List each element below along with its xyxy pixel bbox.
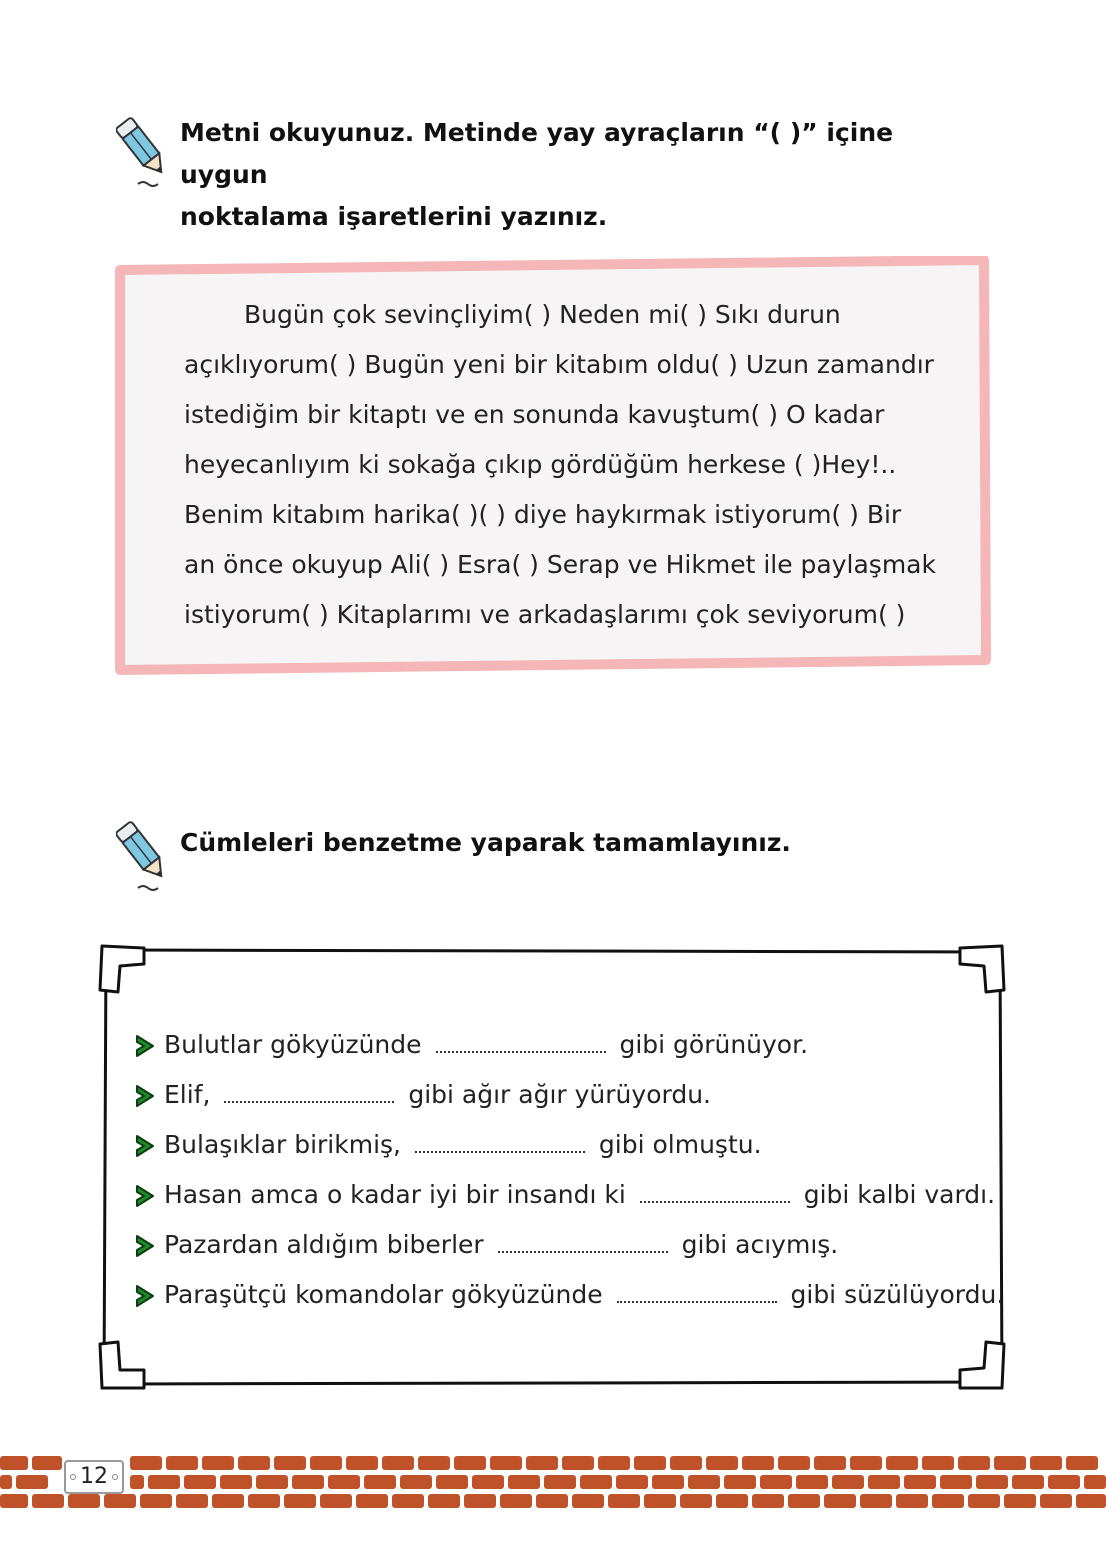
list-item	[134, 1270, 1004, 1320]
list-item	[134, 1170, 1004, 1220]
chevron-right-icon	[134, 1184, 156, 1208]
list-item	[134, 1070, 1004, 1120]
passage-line: Bugün çok sevinçliyim( ) Neden mi( ) Sıkı durun	[244, 300, 841, 329]
page-number	[64, 1460, 124, 1494]
passage-line: istediğim bir kitaptı ve en sonunda kavuştum( ) O kadar	[184, 400, 885, 429]
blank-line[interactable]	[224, 1087, 394, 1103]
blank-line[interactable]	[617, 1287, 777, 1303]
passage-line: an önce okuyup Ali( ) Esra( ) Serap ve Hikmet ile paylaşmak	[184, 550, 936, 579]
chevron-right-icon	[134, 1084, 156, 1108]
sentence-end: gibi süzülüyordu.	[790, 1280, 1005, 1309]
chevron-right-icon	[134, 1134, 156, 1158]
sentence-start: Bulaşıklar birikmiş,	[164, 1130, 401, 1159]
passage-line: heyecanlıyım ki sokağa çıkıp gördüğüm herkese ( )Hey!..	[184, 450, 897, 479]
instruction-section-2: Cümleleri benzetme yaparak tamamlayınız.	[180, 828, 791, 857]
passage-line: Benim kitabım harika( )( ) diye haykırmak istiyorum( ) Bir	[184, 500, 902, 529]
chevron-right-icon	[134, 1284, 156, 1308]
completion-frame	[96, 942, 1008, 1392]
sentence-end: gibi ağır ağır yürüyordu.	[408, 1080, 711, 1109]
passage-box	[114, 256, 992, 676]
sentence-start: Hasan amca o kadar iyi bir insandı ki	[164, 1180, 626, 1209]
sentence-list	[134, 1020, 1004, 1320]
sentence-start: Bulutlar gökyüzünde	[164, 1030, 422, 1059]
sentence-end: gibi kalbi vardı.	[803, 1180, 996, 1209]
screw-icon	[70, 1474, 76, 1480]
sentence-end: gibi görünüyor.	[619, 1030, 809, 1059]
sentence-start: Paraşütçü komandolar gökyüzünde	[164, 1280, 603, 1309]
pencil-icon	[116, 814, 172, 896]
passage-line: açıklıyorum( ) Bugün yeni bir kitabım oldu( ) Uzun zamandır	[184, 350, 934, 379]
chevron-right-icon	[134, 1034, 156, 1058]
instruction-section-1	[180, 112, 980, 238]
screw-icon	[112, 1474, 118, 1480]
passage-text	[184, 290, 964, 640]
list-item	[134, 1120, 1004, 1170]
blank-line[interactable]	[415, 1137, 585, 1153]
instruction-line-2: noktalama işaretlerini yazınız.	[180, 202, 608, 231]
pencil-icon	[116, 110, 172, 192]
brick-border	[0, 1456, 1106, 1512]
page-number-text: 12	[80, 1464, 108, 1489]
chevron-right-icon	[134, 1234, 156, 1258]
passage-line: istiyorum( ) Kitaplarımı ve arkadaşlarımı çok seviyorum( )	[184, 600, 906, 629]
instruction-line-1: Metni okuyunuz. Metinde yay ayraçların “( )” içine uygun	[180, 118, 894, 189]
list-item	[134, 1020, 1004, 1070]
sentence-end: gibi olmuştu.	[598, 1130, 762, 1159]
blank-line[interactable]	[498, 1237, 668, 1253]
blank-line[interactable]	[640, 1187, 790, 1203]
sentence-start: Pazardan aldığım biberler	[164, 1230, 484, 1259]
sentence-end: gibi acıymış.	[681, 1230, 839, 1259]
sentence-start: Elif,	[164, 1080, 211, 1109]
list-item	[134, 1220, 1004, 1270]
blank-line[interactable]	[436, 1037, 606, 1053]
